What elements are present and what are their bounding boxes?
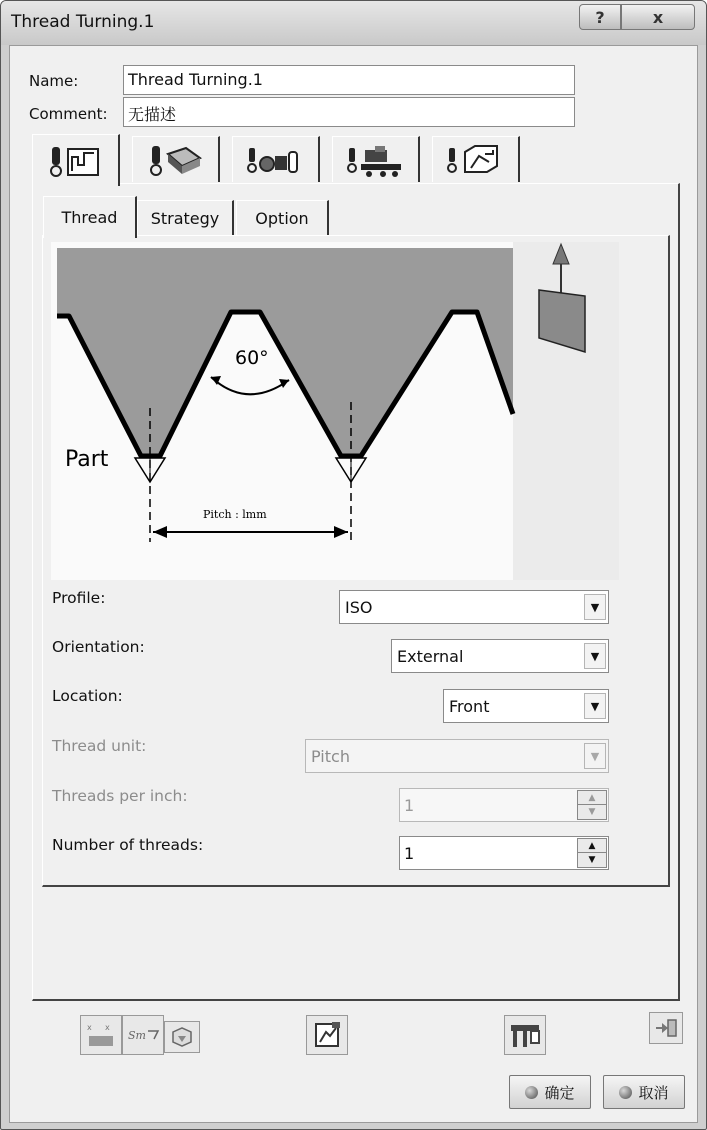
simulation-icon [126,1025,160,1045]
svg-text:x: x [105,1023,110,1032]
spin-up-icon[interactable]: ▲ [578,839,606,853]
thread-unit-select[interactable] [305,739,609,773]
cancel-label: 取消 [638,1083,669,1102]
window-title: Thread Turning.1 [11,12,155,32]
spin-up-icon[interactable]: ▲ [578,791,606,805]
orientation-select[interactable] [391,639,609,673]
ok-label: 确定 [544,1083,575,1102]
display-icon [170,1026,194,1048]
thread-diagram [51,242,619,580]
pitch-label: Pitch : lmm [203,508,267,521]
tool-icon [146,142,206,178]
tab-macros[interactable] [432,136,520,182]
geometry-panel [32,183,680,1001]
chevron-down-icon[interactable]: ▼ [584,693,606,719]
orientation-label: Orientation: [52,638,145,656]
comment-label: Comment: [29,105,108,123]
threads-per-inch-spinner[interactable] [577,790,607,820]
chevron-down-icon[interactable]: ▼ [584,743,606,769]
threads-per-inch-value: 1 [404,796,415,815]
tab-option[interactable]: Option [236,200,329,236]
spin-down-icon[interactable]: ▼ [588,855,596,865]
machine-button[interactable] [504,1015,546,1055]
location-select[interactable] [443,689,609,723]
close-button[interactable]: x [621,4,695,30]
thread-panel [42,235,670,887]
number-of-threads-spinner[interactable] [577,838,607,868]
svg-text:x: x [87,1023,92,1032]
ok-indicator-icon [525,1086,538,1099]
chevron-down-icon[interactable]: ▼ [584,594,606,620]
svg-text:Sm: Sm [128,1029,146,1042]
help-button[interactable]: ? [579,4,621,30]
title-bar[interactable] [1,1,706,45]
machine-icon [509,1021,541,1049]
thread-unit-label: Thread unit: [52,737,147,755]
tab-tool-assembly[interactable] [232,136,320,182]
replay-tool-button[interactable] [80,1015,122,1055]
threads-per-inch-field[interactable] [399,788,609,822]
tab-feeds-speeds[interactable] [332,136,420,182]
threads-per-inch-label: Threads per inch: [52,787,188,805]
location-label: Location: [52,687,123,705]
name-label: Name: [29,72,79,90]
macros-icon [445,142,507,178]
tab-geometry[interactable] [32,134,120,186]
location-value: Front [449,697,490,716]
geometry-icon [46,143,106,179]
report-icon [312,1020,342,1050]
number-of-threads-value: 1 [404,844,415,863]
report-button[interactable] [306,1015,348,1055]
simulation-button[interactable] [122,1015,164,1055]
angle-label: 60° [235,347,269,369]
part-label: Part [65,447,109,472]
dialog-body [9,45,698,1123]
profile-select[interactable] [339,590,609,624]
pointer-icon [654,1017,678,1039]
number-of-threads-field[interactable] [399,836,609,870]
name-field[interactable]: Thread Turning.1 [123,65,575,95]
display-button[interactable] [164,1021,200,1053]
spin-down-icon[interactable]: ▼ [588,807,596,817]
pointer-button[interactable] [649,1012,683,1044]
tab-strategy[interactable]: Strategy [137,200,234,236]
feeds-speeds-icon [345,142,407,178]
comment-field[interactable]: 无描述 [123,97,575,127]
tool-assembly-icon [245,142,307,178]
thread-unit-value: Pitch [311,747,350,766]
ok-button[interactable] [509,1075,591,1109]
cancel-indicator-icon [619,1086,632,1099]
profile-label: Profile: [52,589,106,607]
profile-value: ISO [345,598,373,617]
tab-tool[interactable] [132,136,220,182]
tab-thread[interactable]: Thread [43,196,137,238]
cancel-button[interactable] [603,1075,685,1109]
number-of-threads-label: Number of threads: [52,836,204,854]
orientation-value: External [397,647,464,666]
replay-tool-icon [85,1020,117,1050]
chevron-down-icon[interactable]: ▼ [584,643,606,669]
